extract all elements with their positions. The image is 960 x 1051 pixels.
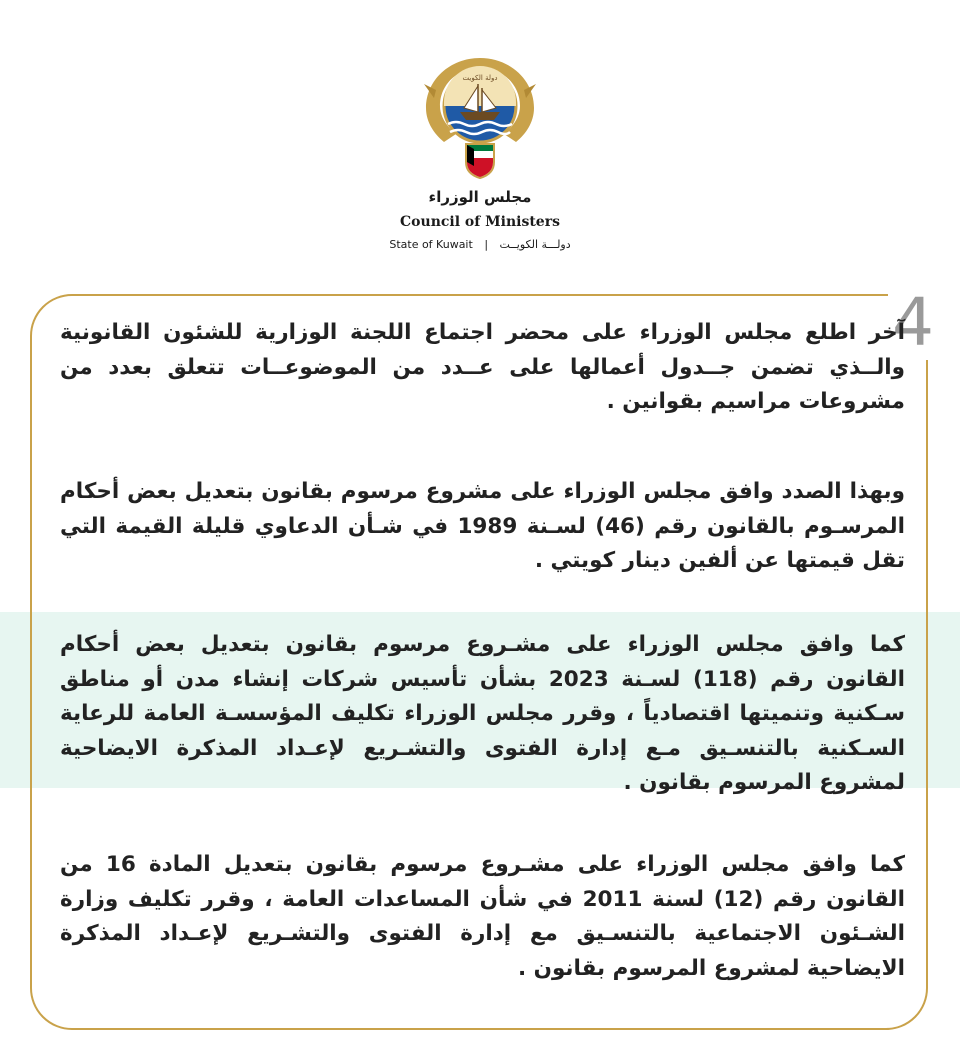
svg-text:دولة الكويت: دولة الكويت (462, 74, 498, 82)
kuwait-emblem-icon (420, 50, 540, 180)
page-number: 4 (892, 284, 934, 361)
paragraph-4: كما وافق مجلس الوزراء على مشـروع مرسوم بقانون بتعديل المادة 16 من القانون رقم (12) لسنة 2011 في شأن المساعدات العامة ، وقرر تكليف وزارة الشـئون الاجتماعية بالتنسـيق مع إدارة الفتوى والتشـريع لإعـداد المذكرة الايضاحية لمشروع المرسوم بقانون . (60, 852, 905, 981)
org-name-english: Council of Ministers (400, 214, 560, 230)
state-name-english: State of Kuwait (389, 238, 473, 251)
paragraph-2: وبهذا الصدد وافق مجلس الوزراء على مشروع مرسوم بقانون بتعديل بعض أحكام المرسـوم بالقانون رقم (46) لسـنة 1989 في شـأن الدعاوي قليلة القيمة التي تقل قيمتها عن ألفين دينار كويتي . (60, 479, 905, 573)
state-separator: | (484, 238, 489, 251)
frame-top-edge (858, 294, 888, 296)
state-name-arabic: دولـــة الكويــت (499, 238, 571, 251)
page-header (0, 0, 960, 280)
state-line (0, 238, 960, 251)
paragraph-3-highlighted: كما وافق مجلس الوزراء على مشـروع مرسوم بقانون بتعديل بعض أحكام القانون رقم (118) لسـنة 2023 بشأن تأسيس شركات إنشاء مدن أو مناطق سـكنية وتنميتها اقتصادياً ، وقرر مجلس الوزراء تكليف المؤسسـة العامة للرعاية السـكنية بالتنسـيق مـع إدارة الفتوى والتشـريع لإعـداد المذكرة الايضاحية لمشروع المرسوم بقانون . (60, 632, 905, 795)
org-name-arabic: مجلس الوزراء (428, 188, 532, 206)
paragraph-1: آخر اطلع مجلس الوزراء على محضر اجتماع اللجنة الوزارية للشئون القانونية والــذي تضمن جــدول أعمالها على عــدد من الموضوعــات تتعلق بعدد من مشروعات مراسيم بقوانين . (60, 320, 905, 414)
